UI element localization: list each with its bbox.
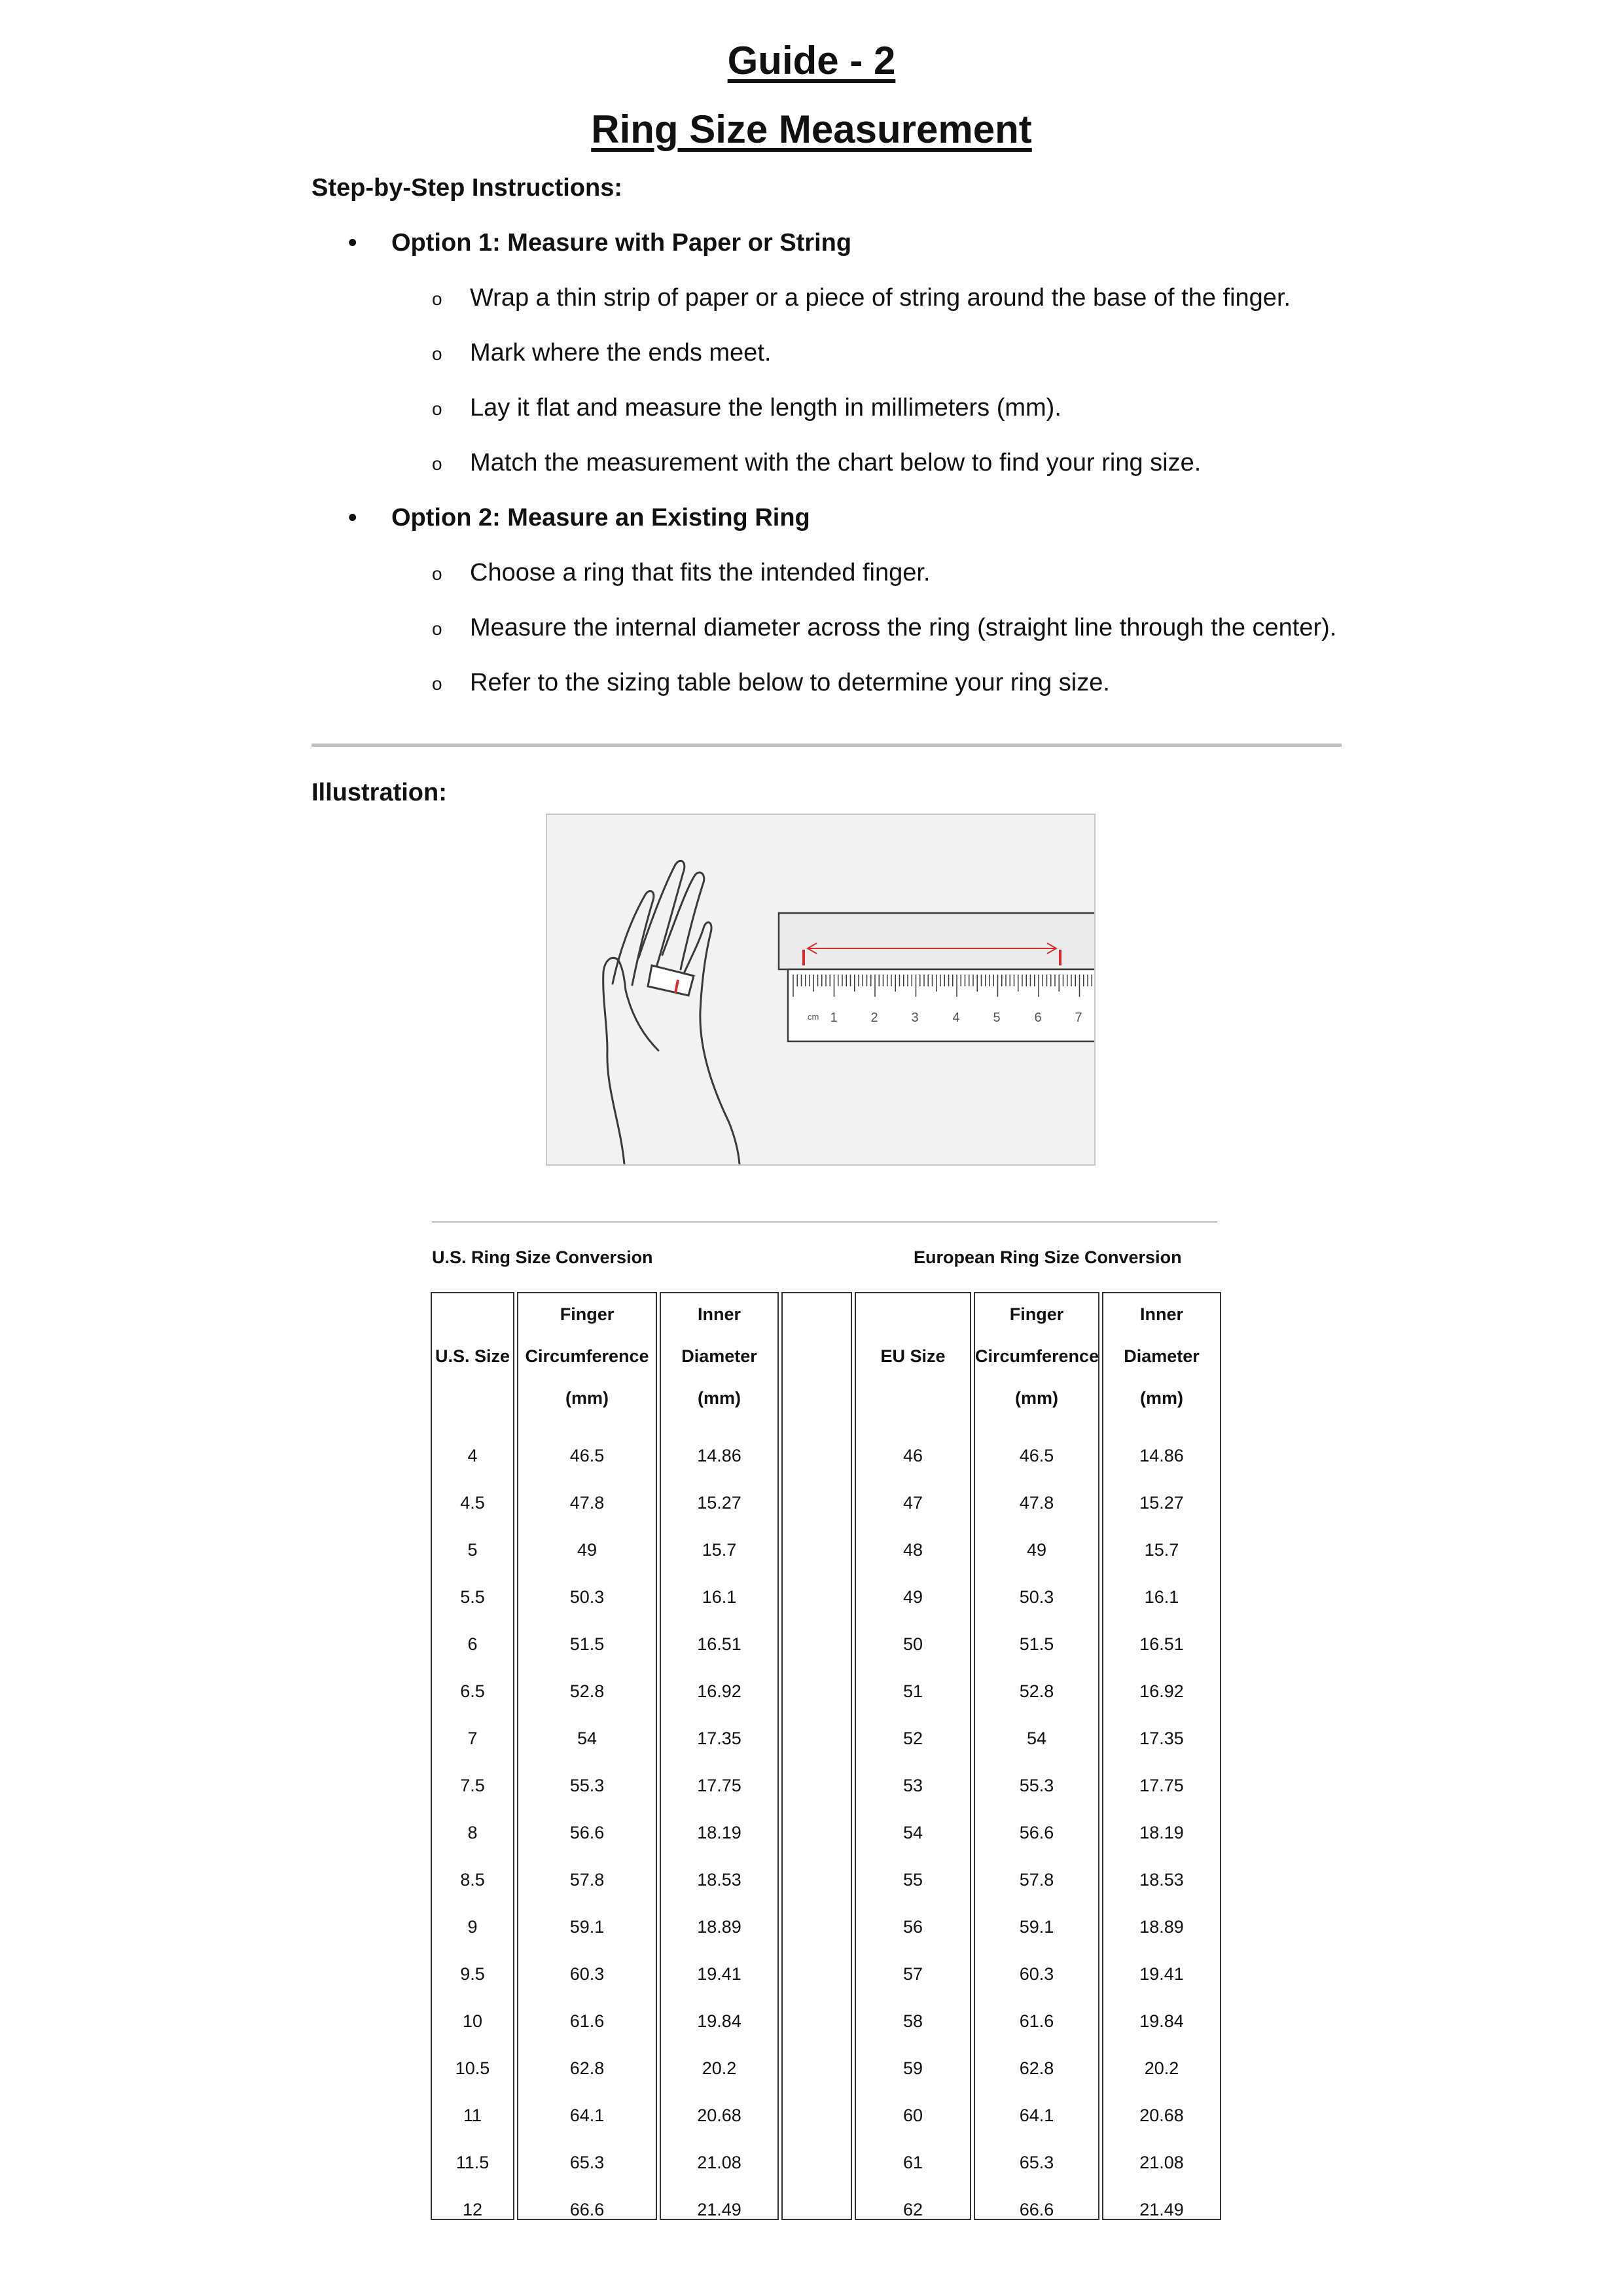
- table-cell: 21.49: [697, 2200, 741, 2219]
- table-cell: 46.5: [1019, 1446, 1054, 1465]
- table-cell: 10.5: [455, 2058, 490, 2078]
- column-header: EU Size: [880, 1346, 946, 1366]
- table-cell: 15.7: [1144, 1540, 1179, 1560]
- table-cell: 54: [1026, 1729, 1047, 1748]
- table-cell: 11: [463, 2106, 482, 2125]
- table-cell: 49: [1026, 1540, 1047, 1560]
- spacer-column: [781, 1292, 852, 2220]
- table-cell: 56: [902, 1917, 923, 1937]
- eu-size-column: [855, 1292, 971, 2220]
- table-cell: 17.75: [1139, 1776, 1184, 1795]
- us-diameter-column: [660, 1292, 779, 2220]
- bullet-icon: •: [348, 229, 357, 257]
- circle-bullet-icon: o: [432, 453, 442, 474]
- table-cell: 12: [462, 2200, 483, 2219]
- table-cell: 9.5: [460, 1964, 485, 1984]
- table-cell: 47.8: [569, 1493, 605, 1513]
- table-cell: 46.5: [569, 1446, 605, 1465]
- table-cell: 55.3: [569, 1776, 605, 1795]
- table-cell: 60.3: [1019, 1964, 1054, 1984]
- table-cell: 56.6: [569, 1823, 605, 1842]
- table-cell: 20.68: [697, 2106, 741, 2125]
- circle-bullet-icon: o: [432, 618, 442, 639]
- table-cell: 58: [902, 2011, 923, 2031]
- column-header: U.S. Size: [435, 1346, 510, 1366]
- column-header: Finger Circumference (mm): [525, 1304, 649, 1408]
- table-cell: 47.8: [1019, 1493, 1054, 1513]
- table-cell: 49: [902, 1587, 923, 1607]
- table-cell: 19.84: [697, 2011, 741, 2031]
- table-cell: 57.8: [569, 1870, 605, 1890]
- ruler-number: 1: [830, 1011, 838, 1025]
- option-label-text: Option 1: Measure with Paper or String: [391, 229, 852, 257]
- table-cell: 55: [902, 1870, 923, 1890]
- step-text: Lay it flat and measure the length in millimeters (mm).: [470, 394, 1061, 422]
- table-cell: 16.51: [697, 1634, 741, 1654]
- table-cell: 61.6: [569, 2011, 605, 2031]
- table-cell: 4: [467, 1446, 478, 1465]
- option-1-label: [348, 229, 851, 257]
- circle-bullet-icon: o: [432, 288, 442, 309]
- table-cell: 15.27: [697, 1493, 741, 1513]
- column-header: Inner Diameter (mm): [1124, 1304, 1200, 1408]
- table-cell: 51: [902, 1681, 923, 1701]
- table-cell: 14.86: [1139, 1446, 1184, 1465]
- table-cell: 52.8: [569, 1681, 605, 1701]
- illustration-heading: Illustration:: [312, 779, 447, 806]
- table-cell: 17.35: [697, 1729, 741, 1748]
- table-cell: 57: [902, 1964, 923, 1984]
- table-cell: 4.5: [460, 1493, 485, 1513]
- us-table-caption: U.S. Ring Size Conversion: [432, 1247, 653, 1267]
- option-1-step: [432, 394, 1061, 422]
- table-cell: 18.19: [697, 1823, 741, 1842]
- table-cell: 21.08: [697, 2153, 741, 2172]
- table-cell: 5.5: [460, 1587, 485, 1607]
- table-cell: 66.6: [569, 2200, 605, 2219]
- table-cell: 61: [902, 2153, 923, 2172]
- table-cell: 6: [467, 1634, 478, 1654]
- table-cell: 16.51: [1139, 1634, 1184, 1654]
- table-cell: 17.35: [1139, 1729, 1184, 1748]
- table-cell: 21.08: [1139, 2153, 1184, 2172]
- option-2-step: [432, 669, 1110, 697]
- table-cell: 55.3: [1019, 1776, 1054, 1795]
- table-cell: 20.2: [1144, 2058, 1179, 2078]
- table-cell: 54: [902, 1823, 923, 1842]
- column-header: Inner Diameter (mm): [681, 1304, 757, 1408]
- table-cell: 19.41: [1139, 1964, 1184, 1984]
- us-size-column: [431, 1292, 514, 2220]
- table-cell: 60.3: [569, 1964, 605, 1984]
- table-cell: 59.1: [1019, 1917, 1054, 1937]
- table-cell: 50.3: [1019, 1587, 1054, 1607]
- table-cell: 20.68: [1139, 2106, 1184, 2125]
- hand-ruler-graphic: [547, 815, 1094, 1164]
- circle-bullet-icon: o: [432, 398, 442, 419]
- table-cell: 21.49: [1139, 2200, 1184, 2219]
- column-header: Finger Circumference (mm): [975, 1304, 1099, 1408]
- option-1-step: [432, 339, 771, 367]
- table-cell: 65.3: [569, 2153, 605, 2172]
- step-text: Mark where the ends meet.: [470, 339, 772, 367]
- hand-icon: [603, 861, 740, 1164]
- circle-bullet-icon: o: [432, 563, 442, 584]
- table-cell: 61.6: [1019, 2011, 1054, 2031]
- table-cell: 18.89: [1139, 1917, 1184, 1937]
- option-2-step: [432, 559, 930, 587]
- table-cell: 65.3: [1019, 2153, 1054, 2172]
- table-cell: 16.92: [1139, 1681, 1184, 1701]
- table-cell: 49: [577, 1540, 597, 1560]
- table-cell: 62.8: [569, 2058, 605, 2078]
- table-cell: 18.53: [697, 1870, 741, 1890]
- ruler-unit-label: cm: [808, 1012, 819, 1022]
- table-cell: 6.5: [460, 1681, 485, 1701]
- option-2-step: [432, 614, 1336, 642]
- table-cell: 19.41: [697, 1964, 741, 1984]
- eu-table-caption: European Ring Size Conversion: [914, 1247, 1182, 1267]
- table-cell: 17.75: [697, 1776, 741, 1795]
- bullet-icon: •: [348, 504, 357, 531]
- table-cell: 59: [902, 2058, 923, 2078]
- table-cell: 11.5: [455, 2153, 490, 2172]
- ruler-number: 4: [952, 1011, 960, 1025]
- table-cell: 16.1: [702, 1587, 737, 1607]
- ruler-number: 5: [993, 1011, 1001, 1025]
- table-cell: 7.5: [460, 1776, 485, 1795]
- step-text: Refer to the sizing table below to determine your ring size.: [470, 669, 1110, 696]
- table-cell: 50.3: [569, 1587, 605, 1607]
- table-cell: 18.53: [1139, 1870, 1184, 1890]
- step-text: Choose a ring that fits the intended finger.: [470, 559, 931, 586]
- table-cell: 8.5: [460, 1870, 485, 1890]
- table-cell: 20.2: [702, 2058, 737, 2078]
- table-cell: 66.6: [1019, 2200, 1054, 2219]
- table-cell: 48: [902, 1540, 923, 1560]
- page-title: Guide - 2: [727, 39, 896, 82]
- option-2-label: [348, 504, 810, 532]
- table-cell: 59.1: [569, 1917, 605, 1937]
- table-cell: 56.6: [1019, 1823, 1054, 1842]
- step-text: Wrap a thin strip of paper or a piece of string around the base of the finger.: [470, 284, 1291, 312]
- step-text: Measure the internal diameter across the ring (straight line through the center).: [470, 614, 1337, 641]
- section-divider: [312, 744, 1342, 747]
- table-cell: 47: [902, 1493, 923, 1513]
- table-cell: 51.5: [569, 1634, 605, 1654]
- table-cell: 18.19: [1139, 1823, 1184, 1842]
- table-cell: 8: [467, 1823, 478, 1842]
- table-cell: 18.89: [697, 1917, 741, 1937]
- paper-strip-icon: [648, 965, 694, 996]
- table-cell: 60: [902, 2106, 923, 2125]
- table-cell: 62: [902, 2200, 923, 2219]
- option-1-step: [432, 449, 1201, 477]
- table-cell: 7: [467, 1729, 478, 1748]
- step-text: Match the measurement with the chart below to find your ring size.: [470, 449, 1202, 476]
- table-cell: 57.8: [1019, 1870, 1054, 1890]
- ruler-number: 7: [1075, 1011, 1082, 1025]
- table-cell: 52.8: [1019, 1681, 1054, 1701]
- table-cell: 64.1: [569, 2106, 605, 2125]
- table-cell: 10: [462, 2011, 483, 2031]
- table-cell: 54: [577, 1729, 597, 1748]
- table-cell: 62.8: [1019, 2058, 1054, 2078]
- table-cell: 5: [467, 1540, 478, 1560]
- eu-circumference-column: [974, 1292, 1099, 2220]
- table-cell: 16.92: [697, 1681, 741, 1701]
- instructions-heading: Step-by-Step Instructions:: [312, 174, 623, 202]
- page-subtitle: Ring Size Measurement: [591, 107, 1032, 151]
- ruler-icon: [779, 913, 1094, 1041]
- option-1-step: [432, 284, 1291, 312]
- table-divider: [432, 1221, 1217, 1223]
- table-cell: 50: [902, 1634, 923, 1654]
- circle-bullet-icon: o: [432, 343, 442, 364]
- table-cell: 16.1: [1144, 1587, 1179, 1607]
- table-cell: 52: [902, 1729, 923, 1748]
- table-cell: 51.5: [1019, 1634, 1054, 1654]
- table-cell: 14.86: [697, 1446, 741, 1465]
- ruler-number: 3: [911, 1011, 919, 1025]
- us-circumference-column: [517, 1292, 657, 2220]
- ruler-number: 2: [870, 1011, 878, 1025]
- eu-diameter-column: [1102, 1292, 1221, 2220]
- table-cell: 19.84: [1139, 2011, 1184, 2031]
- table-cell: 9: [467, 1917, 478, 1937]
- circle-bullet-icon: o: [432, 673, 442, 694]
- table-cell: 64.1: [1019, 2106, 1054, 2125]
- table-cell: 15.27: [1139, 1493, 1184, 1513]
- table-cell: 53: [902, 1776, 923, 1795]
- ring-measure-illustration: [546, 814, 1096, 1166]
- table-cell: 46: [902, 1446, 923, 1465]
- option-label-text: Option 2: Measure an Existing Ring: [391, 504, 810, 531]
- ruler-number: 6: [1034, 1011, 1042, 1025]
- table-cell: 15.7: [702, 1540, 737, 1560]
